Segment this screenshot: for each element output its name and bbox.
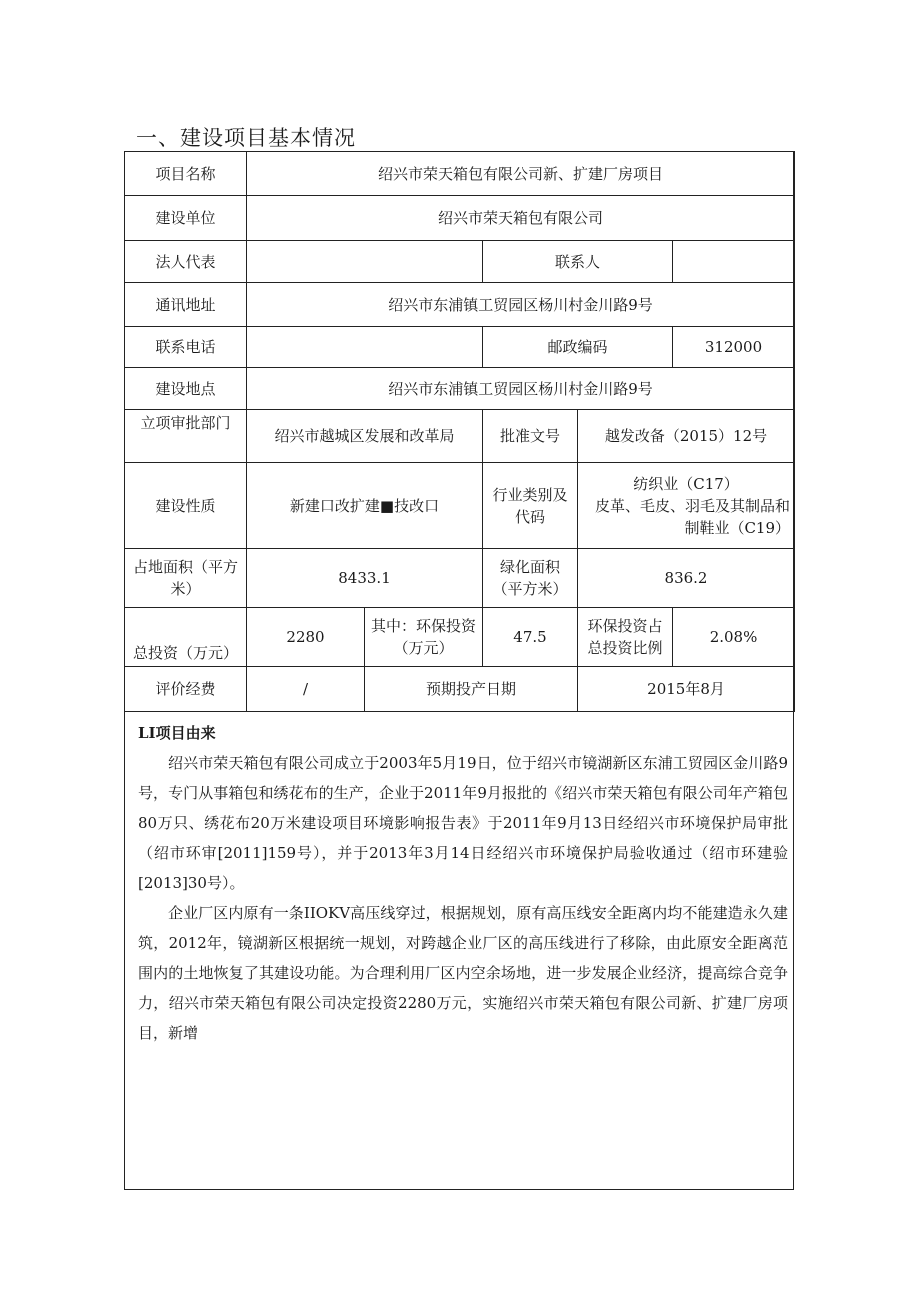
postcode-value: 312000 — [673, 327, 795, 368]
industry-label: 行业类别及代码 — [483, 463, 578, 549]
fee-label: 评价经费 — [125, 667, 247, 712]
contact-label: 联系人 — [483, 241, 673, 283]
paragraph: 企业厂区内原有一条IIOKV高压线穿过，根据规划，原有高压线安全距离内均不能建造永久建筑，2012年，镜湖新区根据统一规划，对跨越企业厂区的高压线进行了移除，由此原安全距离范围内的土地恢复了其建设功能。为合理利用厂区内空余场地，进一步发展企业经济，提高综合竞争力，绍兴市荣天箱包有限公司决定投资2280万元，实施绍兴市荣天箱包有限公司新、扩建厂房项目，新增 — [138, 904, 788, 1042]
invest-value: 2280 — [247, 608, 365, 667]
table-row — [125, 196, 795, 241]
green-value: 836.2 — [578, 549, 795, 608]
table-row — [125, 549, 795, 608]
nature-value: 新建口改扩建■技改口 — [247, 463, 483, 549]
env-ratio-value: 2.08% — [673, 608, 795, 667]
nature-label: 建设性质 — [125, 463, 247, 549]
industry-line-2: 皮革、毛皮、羽毛及其制品和制鞋业（C19） — [595, 496, 791, 537]
approval-dept-value: 绍兴市越城区发展和改革局 — [247, 410, 483, 463]
approval-no-label: 批准文号 — [483, 410, 578, 463]
phone-label: 联系电话 — [125, 327, 247, 368]
table-row — [125, 241, 795, 283]
industry-line-1: 纺织业（C17） — [633, 474, 739, 493]
phone-value — [247, 327, 483, 368]
table-row — [125, 667, 795, 712]
page-title: 一、建设项目基本情况 — [136, 126, 356, 150]
address-label: 通讯地址 — [125, 283, 247, 327]
project-info-table — [124, 151, 795, 712]
env-ratio-label: 环保投资占总投资比例 — [578, 608, 673, 667]
table-row — [125, 283, 795, 327]
table-row — [125, 608, 795, 667]
table-row — [125, 410, 795, 463]
builder-label: 建设单位 — [125, 196, 247, 241]
area-value: 8433.1 — [247, 549, 483, 608]
legal-rep-value — [247, 241, 483, 283]
approval-dept-label: 立项审批部门 — [125, 410, 247, 463]
area-label: 占地面积（平方米） — [125, 549, 247, 608]
table-row — [125, 327, 795, 368]
address-value: 绍兴市东浦镇工贸园区杨川村金川路9号 — [247, 283, 795, 327]
approval-no-value: 越发改备（2015）12号 — [578, 410, 795, 463]
green-label: 绿化面积（平方米） — [483, 549, 578, 608]
paragraph: 绍兴市荣天箱包有限公司成立于2003年5月19日，位于绍兴市镜湖新区东浦工贸园区金川路9号，专门从事箱包和绣花布的生产，企业于2011年9月报批的《绍兴市荣天箱包有限公司年产箱包80万只、绣花布20万米建设项目环境影响报告表》于2011年9月13日经绍兴市环境保护局审批（绍市环审[2011]159号），并于2013年3月14日经绍兴市环境保护局验收通过（绍市环建验[2013]30号）。 — [138, 754, 788, 892]
table-row — [125, 368, 795, 410]
section-title: LI项目由来 — [138, 724, 216, 742]
contact-value — [673, 241, 795, 283]
invest-label: 总投资（万元） — [125, 608, 247, 667]
env-invest-value: 47.5 — [483, 608, 578, 667]
site-label: 建设地点 — [125, 368, 247, 410]
fee-value: / — [247, 667, 365, 712]
table-row — [125, 152, 795, 196]
project-name-value: 绍兴市荣天箱包有限公司新、扩建厂房项目 — [247, 152, 795, 196]
table-row — [125, 463, 795, 549]
env-invest-label: 其中：环保投资（万元） — [365, 608, 483, 667]
date-value: 2015年8月 — [578, 667, 795, 712]
project-origin-section — [138, 718, 788, 1048]
builder-value: 绍兴市荣天箱包有限公司 — [247, 196, 795, 241]
legal-rep-label: 法人代表 — [125, 241, 247, 283]
postcode-label: 邮政编码 — [483, 327, 673, 368]
date-label: 预期投产日期 — [365, 667, 578, 712]
project-name-label: 项目名称 — [125, 152, 247, 196]
site-value: 绍兴市东浦镇工贸园区杨川村金川路9号 — [247, 368, 795, 410]
industry-value — [578, 463, 795, 549]
